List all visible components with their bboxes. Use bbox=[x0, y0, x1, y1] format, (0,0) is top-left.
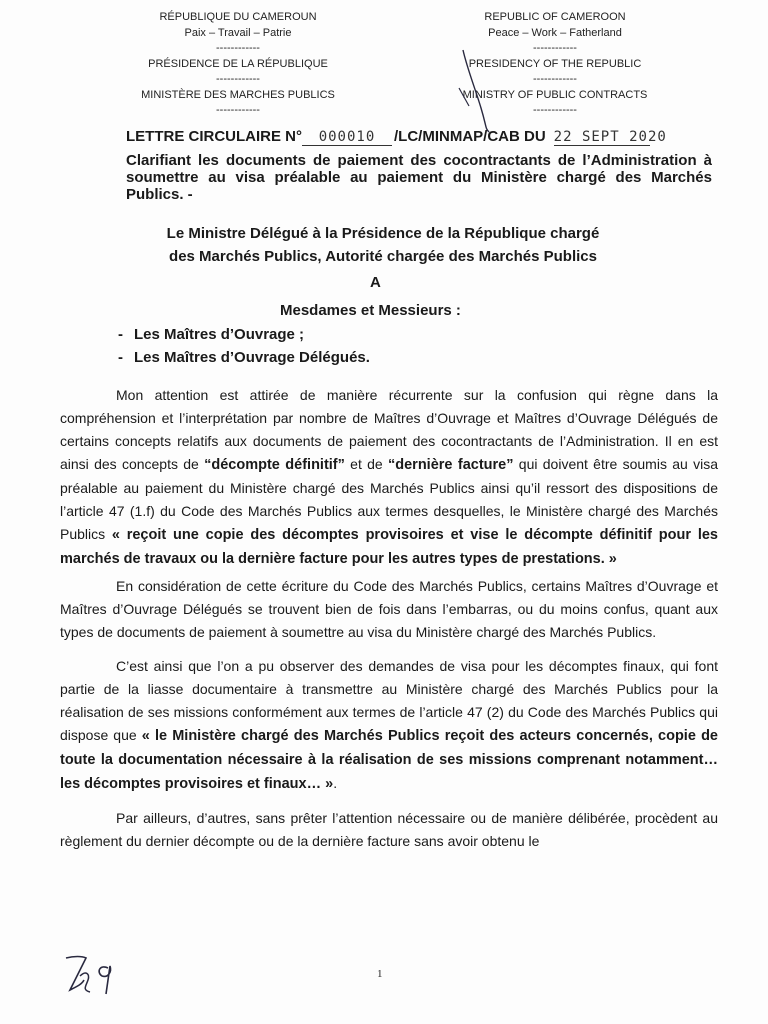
salutation: Mesdames et Messieurs : bbox=[280, 302, 461, 319]
header-motto-en: Peace – Work – Fatherland bbox=[488, 26, 622, 39]
paragraph-text: et de bbox=[344, 456, 388, 472]
header-country-en: REPUBLIC OF CAMEROON bbox=[484, 11, 626, 23]
header-french bbox=[118, 10, 358, 119]
letter-subject: Clarifiant les documents de paiement des cocontractants de l’Administration à soumettre au visa préalable au paiement du Ministère chargé des Marchés Publics. - bbox=[126, 152, 712, 203]
recipient-item: - Les Maîtres d’Ouvrage ; bbox=[118, 323, 370, 346]
letter-reference: /LC/MINMAP/CAB DU bbox=[394, 128, 546, 145]
header-ministry-fr: MINISTÈRE DES MARCHES PUBLICS bbox=[141, 88, 335, 101]
header-office-en: PRESIDENCY OF THE REPUBLIC bbox=[468, 57, 642, 70]
header-separator: ------------ bbox=[216, 73, 260, 85]
header-separator: ------------ bbox=[533, 73, 577, 85]
letter-body bbox=[60, 384, 718, 864]
sender-line-2: des Marchés Publics, Autorité chargée des Marchés Publics bbox=[169, 248, 597, 265]
sender-title bbox=[118, 222, 648, 268]
body-paragraph-2: En considération de cette écriture du Code des Marchés Publics, certains Maîtres d’Ouvrage et Maîtres d’Ouvrage Délégués se trouvent bien de fois dans l’embarras, ou du moins confus, quant aux types de documents de paiement à soumettre au visa du Ministère chargé des Marchés Publics. bbox=[60, 578, 718, 640]
header-separator: ------------ bbox=[216, 42, 260, 54]
recipient-item: - Les Maîtres d’Ouvrage Délégués. bbox=[118, 346, 370, 369]
header-separator: ------------ bbox=[216, 104, 260, 116]
term-decompte-definitif: “décompte définitif” bbox=[204, 457, 345, 473]
letter-prefix: LETTRE CIRCULAIRE N° bbox=[126, 128, 302, 145]
paragraph-text: Mon attention est attirée de manière récurrente sur la confusion qui règne dans la compréhension et l’interprétation par nombre de Maîtres d’Ouvrage et Maîtres d’Ouvrage Délégués de certains concepts relatifs aux documents de paiement des cocontractants de l’Administration. Il en est ainsi des concepts de bbox=[60, 387, 718, 472]
header-separator: ------------ bbox=[533, 42, 577, 54]
body-paragraph-3 bbox=[60, 655, 718, 796]
paragraph-text: qui doivent être soumis au visa préalable au paiement du Ministère chargé des Marchés Publics ainsi qu’il ressort des dispositions de l’article 47 (1.f) du Code des Marchés Publics aux termes desquelles, le Ministère chargé des Marchés Publics bbox=[60, 456, 718, 542]
paragraph-text: C’est ainsi que l’on a pu observer des demandes de visa pour les décomptes finaux, qui font partie de la liasse documentaire à transmettre au Ministère chargé des Marchés Publics pour la réalisation de ses missions conformément aux termes de l’article 47 (2) du Code des Marchés Publics qui dispose que bbox=[60, 658, 718, 743]
header-motto-fr: Paix – Travail – Patrie bbox=[184, 26, 292, 39]
body-paragraph-4: Par ailleurs, d’autres, sans prêter l’attention nécessaire ou de manière délibérée, procèdent au règlement du dernier décompte ou de la dernière facture sans avoir obtenu le bbox=[60, 810, 718, 849]
addressee-marker: A bbox=[370, 274, 381, 291]
letter-reference-line bbox=[126, 128, 667, 146]
pen-stroke-mark bbox=[455, 48, 495, 134]
page-number: 1 bbox=[377, 968, 383, 980]
letter-date: 22 SEPT 2020 bbox=[553, 129, 667, 145]
sender-line-1: Le Ministre Délégué à la Présidence de la République chargé bbox=[166, 225, 600, 242]
handwritten-initials-icon bbox=[60, 950, 130, 1000]
recipient-list bbox=[118, 323, 370, 369]
letter-number: 000010 bbox=[302, 129, 392, 146]
paragraph-text: . bbox=[333, 775, 338, 791]
term-derniere-facture: “dernière facture” bbox=[388, 457, 514, 473]
header-office-fr: PRÉSIDENCE DE LA RÉPUBLIQUE bbox=[148, 57, 328, 70]
header-separator: ------------ bbox=[533, 104, 577, 116]
body-paragraph-1 bbox=[60, 384, 718, 571]
quoted-article-47-1f: « reçoit une copie des décomptes provisoires et vise le décompte définitif pour les marchés de travaux ou la dernière facture pour les autres types de prestations. » bbox=[60, 527, 718, 567]
header-ministry-en: MINISTRY OF PUBLIC CONTRACTS bbox=[462, 88, 648, 101]
header-country-fr: RÉPUBLIQUE DU CAMEROUN bbox=[159, 11, 317, 23]
quoted-article-47-2: « le Ministère chargé des Marchés Publics reçoit des acteurs concernés, copie de toute la documentation nécessaire à la réalisation de ses missions comprenant notamment…les décomptes provisoires et finaux… » bbox=[60, 728, 718, 792]
